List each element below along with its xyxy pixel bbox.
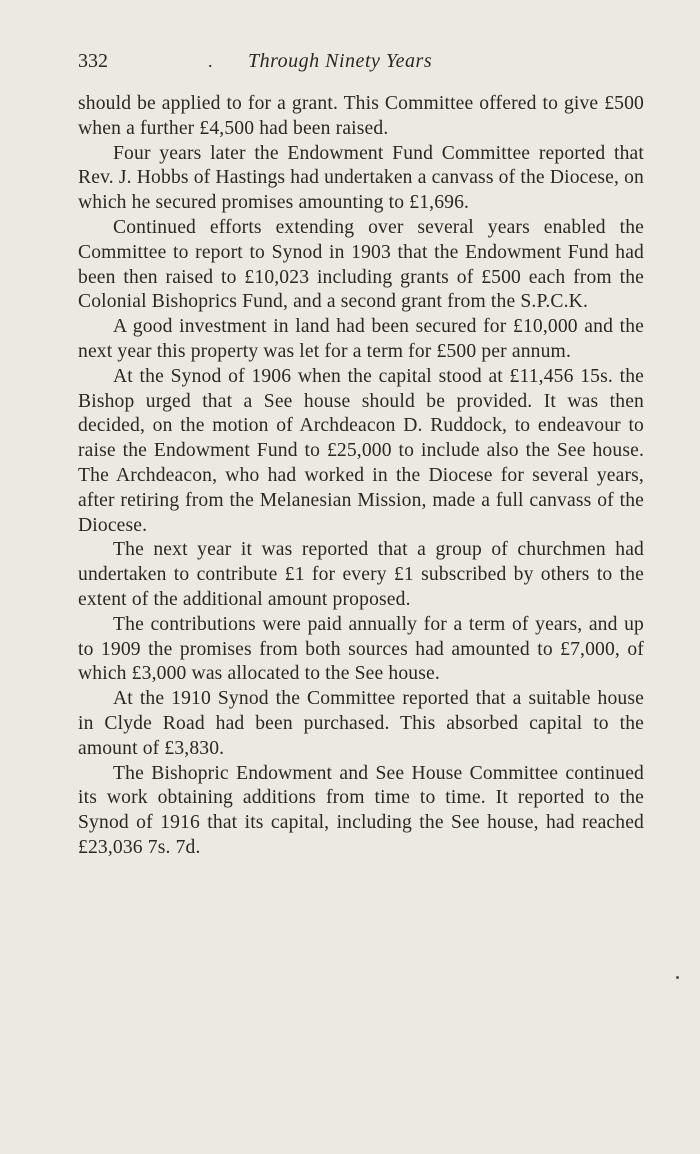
paragraph: Four years later the Endowment Fund Committee reported that Rev. J. Hobbs of Hastings had undertaken a canvass of the Diocese, on which he secured promises amounting to £1,696. (78, 142, 644, 214)
page-number: 332 (78, 50, 108, 72)
header-separator: . (208, 51, 213, 71)
paragraph: The Bishopric Endowment and See House Committee continued its work obtaining additions from time to time. It reported to the Synod of 1916 that its capital, including the See house, had reached £23,036 7s. 7d. (78, 762, 644, 858)
stray-ink-mark (676, 976, 679, 979)
running-title: Through Ninety Years (248, 50, 433, 72)
paragraph: At the 1910 Synod the Committee reported that a suitable house in Clyde Road had been purchased. This absorbed capital to the amount of £3,830. (78, 688, 644, 759)
paragraph: The contributions were paid annually for a term of years, and up to 1909 the promises from both sources had amounted to £7,000, of which £3,000 was allocated to the See house. (78, 613, 644, 685)
paragraph: should be applied to for a grant. This Committee offered to give £500 when a further £4,500 had been raised. (78, 93, 644, 139)
paragraph: The next year it was reported that a group of churchmen had undertaken to contribute £1 for every £1 subscribed by others to the extent of the additional amount proposed. (78, 539, 644, 610)
running-head (78, 50, 644, 80)
paragraph: Continued efforts extending over several years enabled the Committee to report to Synod in 1903 that the Endowment Fund had been then raised to £10,023 including grants of £500 each from the Colonial Bishoprics Fund, and a second grant from the S.P.C.K. (78, 216, 644, 313)
body-text (78, 92, 644, 861)
paragraph: At the Synod of 1906 when the capital stood at £11,456 15s. the Bishop urged that a See house should be provided. It was then decided, on the motion of Archdeacon D. Ruddock, to endeavour to raise the Endowment Fund to £25,000 to include also the See house. The Archdeacon, who had worked in the Diocese for several years, after retiring from the Melanesian Mission, made a full canvass of the Diocese. (78, 365, 644, 536)
paragraph: A good investment in land had been secured for £10,000 and the next year this property was let for a term for £500 per annum. (78, 316, 644, 362)
